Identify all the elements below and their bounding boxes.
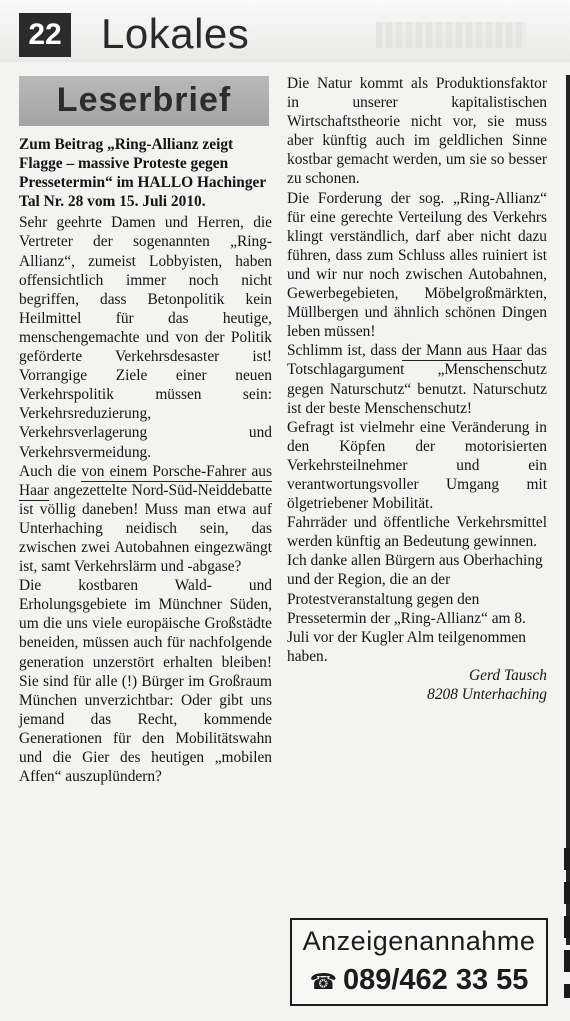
paragraph-6-start: Schlimm ist, dass — [287, 342, 402, 360]
lead-paragraph: Zum Beitrag „Ring-Allianz zeigt Flagge – massive Proteste gegen Pressetermin“ im HALLO Hachinger Tal Nr. 28 vom 15. Juli 2010. — [19, 136, 266, 211]
paragraph-8: Fahrräder und öffentliche Verkehrsmittel werden künftig an Bedeutung gewinnen. — [287, 514, 547, 551]
column-right — [287, 74, 547, 704]
column-left — [19, 74, 272, 786]
paragraph-5: Die Forderung der sog. „Ring-Allianz“ für eine gerechte Verteilung des Verkehrs klingt verständlich, darf aber nicht dazu führen, dass zum Schluss alles ruiniert ist und wir nur noch zwischen Autobahnen, Gewerbegebieten, Möbelgroßmärkten, Müllbergen und ähnlich schönen Dingen leben müssen! — [287, 189, 547, 341]
banner-title: Leserbrief — [56, 81, 232, 120]
margin-fragments — [564, 848, 570, 998]
paragraph-1: Sehr geehrte Damen und Herren, die Vertreter der sogenannten „Ring-Allianz“, zumeist Lobbyisten, haben offensichtlich immer noch nicht begriffen, dass Betonpolitik kein Heilmittel für das heutige, menschengemachte und von der Politik geförderte Verkehrsdesaster ist! Vorrangige Ziele einer neuen Verkehrspolitik müssen sein: Verkehrsreduzierung, Verkehrsverlagerung und Verkehrsvermeidung. — [19, 214, 272, 461]
show-through-text — [376, 22, 526, 48]
underlined-phrase-mann-aus-haar: der Mann aus Haar — [401, 342, 522, 360]
paragraph-6-end: das Totschlagargument „Menschenschutz gegen Naturschutz“ benutzt. Naturschutz ist der beste Menschenschutz! — [287, 342, 547, 417]
section-title: Lokales — [101, 10, 250, 57]
paragraph-3: Die kostbaren Wald- und Erholungsgebiete im Münchner Süden, um die uns viele europäische Großstädte beneiden, müssen auch für nachfolgende generation unzerstört erhalten bleiben! Sie sind für alle (!) Bürger im Großraum München unverzichtbar: Oder gibt uns jemand das Recht, kommende Generationen für den Mobilitätswahn und die Gier des heutigen „mobilen Affen“ auszuplündern? — [19, 577, 272, 786]
page-header — [0, 0, 570, 62]
paragraph-2-start: Auch die — [19, 462, 82, 480]
paragraph-2 — [19, 462, 272, 577]
ad-phone-line — [292, 964, 546, 997]
ad-title: Anzeigenannahme — [302, 926, 536, 956]
ad-phone-number: 089/462 33 55 — [342, 964, 529, 996]
paragraph-2-end: angezettelte Nord-Süd-Neiddebatte ist völlig daneben! Muss man etwa auf Unterhaching neidisch sein, das zwischen zwei Autobahnen eingezwängt ist, samt Verkehrslärm und -abgase? — [19, 481, 272, 576]
paragraph-6 — [287, 341, 547, 417]
page-number: 22 — [19, 13, 71, 57]
paragraph-7: Gefragt ist vielmehr eine Veränderung in den Köpfen der motorisierten Verkehrsteilnehmer und ein verantwortungsvoller Umgang mit ölgetriebener Mobilität. — [287, 418, 547, 513]
signature-name: Gerd Tausch — [469, 666, 547, 684]
ad-box — [290, 918, 548, 1006]
paragraph-4: Die Natur kommt als Produktionsfaktor in unserer kapitalistischen Wirtschaftstheorie nicht vor, sie muss aber künftig auch im geldlichen Sinne kostbar gemacht werden, um sie so besser zu schonen. — [287, 75, 547, 188]
telephone-icon: ☎ — [309, 969, 337, 994]
underlined-phrase-porsche: von einem Porsche-Fahrer aus Haar — [19, 462, 272, 499]
margin-rule — [566, 75, 570, 945]
letter-banner — [19, 76, 269, 126]
paragraph-9: Ich danke allen Bürgern aus Oberhaching und der Region, die an der Protestveranstaltung gegen den Pressetermin der „Ring-Allianz“ am 8. Juli vor der Kugler Alm teilgenommen haben. — [287, 552, 543, 665]
signature-place: 8208 Unterhaching — [427, 685, 547, 703]
